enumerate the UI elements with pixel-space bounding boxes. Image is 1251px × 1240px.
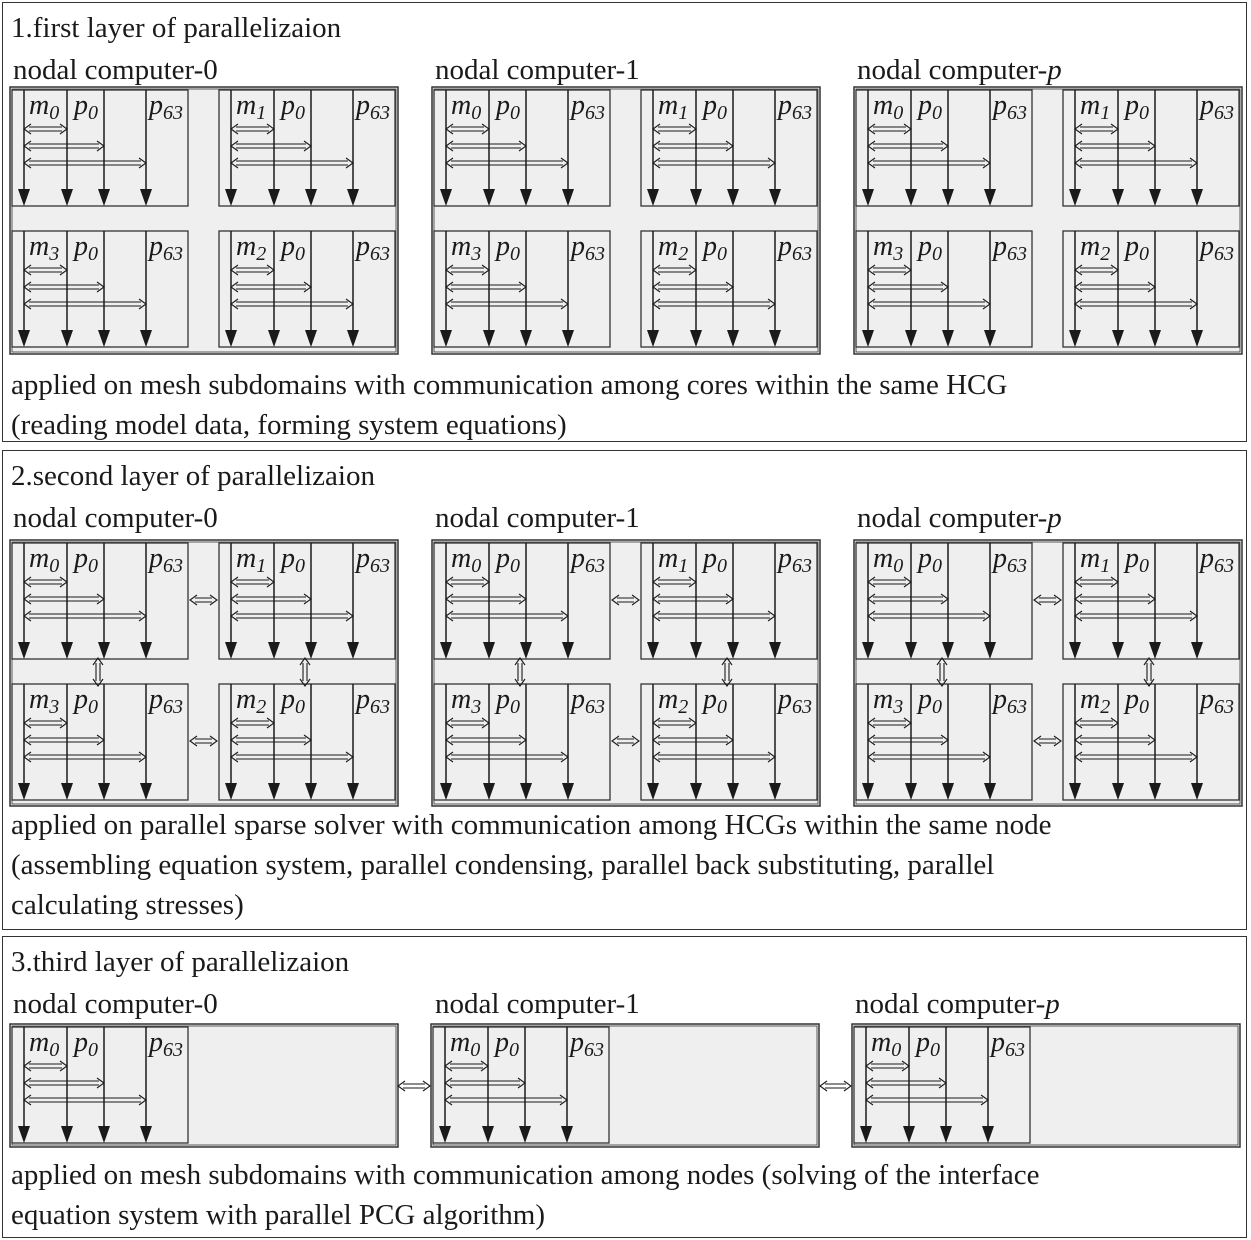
hcg-box <box>434 231 610 347</box>
node-label-1: nodal computer-1 <box>435 54 640 86</box>
hcg-box <box>12 684 188 800</box>
hcg-box <box>12 543 188 659</box>
hcg-box <box>1063 90 1239 206</box>
core-label-p63: p63 <box>149 684 183 718</box>
core-label-p0: p0 <box>1125 684 1149 718</box>
hcg-label-m: m3 <box>451 684 482 718</box>
core-label-p63: p63 <box>1200 684 1234 718</box>
arrow-head <box>398 1081 405 1091</box>
hcg-box <box>12 90 188 206</box>
hcg-label-m: m2 <box>1080 231 1111 265</box>
core-label-p63: p63 <box>571 90 605 124</box>
core-label-p0: p0 <box>1125 231 1149 265</box>
node-label-p: nodal computer-p <box>857 502 1062 534</box>
arrow-head <box>423 1081 430 1091</box>
hcg-label-m: m1 <box>1080 90 1111 124</box>
core-label-p0: p0 <box>703 231 727 265</box>
hcg-label-m: m1 <box>658 543 689 577</box>
hcg-box <box>219 90 395 206</box>
core-label-p63: p63 <box>356 684 390 718</box>
core-label-p0: p0 <box>495 1027 519 1061</box>
hcg-label-m: m0 <box>451 90 482 124</box>
core-label-p63: p63 <box>778 543 812 577</box>
section-title: 3.third layer of parallelizaion <box>11 946 350 978</box>
core-label-p0: p0 <box>916 1027 940 1061</box>
hcg-box <box>433 1027 609 1143</box>
hcg-label-m: m0 <box>29 543 60 577</box>
core-label-p63: p63 <box>149 1027 183 1061</box>
hcg-box <box>856 231 1032 347</box>
hcg-box <box>219 684 395 800</box>
core-label-p0: p0 <box>281 90 305 124</box>
core-label-p63: p63 <box>778 90 812 124</box>
section-title: 1.first layer of parallelizaion <box>11 12 342 44</box>
comm-arrow <box>820 1081 851 1091</box>
hcg-label-m: m3 <box>29 684 60 718</box>
hcg-box <box>1063 231 1239 347</box>
core-label-p63: p63 <box>570 1027 604 1061</box>
hcg-label-m: m3 <box>451 231 482 265</box>
hcg-box <box>856 543 1032 659</box>
node-label-1: nodal computer-1 <box>435 502 640 534</box>
hcg-label-m: m2 <box>658 684 689 718</box>
hcg-box <box>434 543 610 659</box>
core-label-p0: p0 <box>74 1027 98 1061</box>
arrow-head <box>844 1081 851 1091</box>
core-label-p0: p0 <box>918 543 942 577</box>
core-label-p63: p63 <box>993 543 1027 577</box>
hcg-box <box>434 90 610 206</box>
hcg-label-m: m0 <box>873 543 904 577</box>
core-label-p63: p63 <box>778 231 812 265</box>
section-description: applied on mesh subdomains with communication among nodes (solving of the interface equation system with parallel PCG algorithm) <box>11 1159 1040 1231</box>
core-label-p0: p0 <box>281 684 305 718</box>
core-label-p0: p0 <box>1125 90 1149 124</box>
core-label-p63: p63 <box>571 231 605 265</box>
core-label-p0: p0 <box>496 684 520 718</box>
core-label-p63: p63 <box>1200 90 1234 124</box>
core-label-p63: p63 <box>356 231 390 265</box>
arrow-head <box>820 1081 827 1091</box>
node-label-p: nodal computer-p <box>857 54 1062 86</box>
hcg-box <box>12 1027 188 1143</box>
hcg-box <box>856 90 1032 206</box>
core-label-p63: p63 <box>149 231 183 265</box>
node-label-p: nodal computer-p <box>855 988 1060 1020</box>
hcg-label-m: m3 <box>873 231 904 265</box>
hcg-label-m: m0 <box>871 1027 902 1061</box>
core-label-p0: p0 <box>74 543 98 577</box>
hcg-box <box>641 231 817 347</box>
hcg-box <box>1063 684 1239 800</box>
core-label-p0: p0 <box>703 543 727 577</box>
core-label-p0: p0 <box>918 684 942 718</box>
core-label-p0: p0 <box>281 543 305 577</box>
hcg-label-m: m0 <box>29 1027 60 1061</box>
node-label-0: nodal computer-0 <box>13 502 218 534</box>
hcg-label-m: m2 <box>658 231 689 265</box>
hcg-box <box>219 543 395 659</box>
node-label-0: nodal computer-0 <box>13 54 218 86</box>
core-label-p63: p63 <box>1200 231 1234 265</box>
core-label-p63: p63 <box>993 684 1027 718</box>
hcg-box <box>641 90 817 206</box>
core-label-p0: p0 <box>703 684 727 718</box>
section-description: applied on parallel sparse solver with communication among HCGs within the same node (assembling equation system, parallel condensing, parallel back substituting, parallel calculating stresses) <box>11 809 1052 921</box>
hcg-box <box>12 231 188 347</box>
core-label-p0: p0 <box>703 90 727 124</box>
core-label-p0: p0 <box>74 90 98 124</box>
section-title: 2.second layer of parallelizaion <box>11 460 375 492</box>
core-label-p63: p63 <box>356 90 390 124</box>
hcg-label-m: m0 <box>450 1027 481 1061</box>
hcg-label-m: m2 <box>1080 684 1111 718</box>
hcg-box <box>854 1027 1030 1143</box>
core-label-p63: p63 <box>571 543 605 577</box>
hcg-label-m: m2 <box>236 231 267 265</box>
hcg-box <box>219 231 395 347</box>
core-label-p0: p0 <box>74 684 98 718</box>
section-description: applied on mesh subdomains with communication among cores within the same HCG (reading model data, forming system equations) <box>11 369 1008 441</box>
core-label-p63: p63 <box>993 90 1027 124</box>
hcg-label-m: m1 <box>658 90 689 124</box>
hcg-label-m: m3 <box>29 231 60 265</box>
hcg-label-m: m1 <box>236 90 267 124</box>
hcg-label-m: m0 <box>873 90 904 124</box>
core-label-p63: p63 <box>571 684 605 718</box>
core-label-p0: p0 <box>496 90 520 124</box>
hcg-box <box>1063 543 1239 659</box>
core-label-p63: p63 <box>356 543 390 577</box>
hcg-label-m: m3 <box>873 684 904 718</box>
hcg-label-m: m0 <box>29 90 60 124</box>
core-label-p0: p0 <box>496 231 520 265</box>
core-label-p0: p0 <box>74 231 98 265</box>
core-label-p0: p0 <box>918 90 942 124</box>
hcg-label-m: m2 <box>236 684 267 718</box>
comm-arrow <box>398 1081 430 1091</box>
node-label-0: nodal computer-0 <box>13 988 218 1020</box>
core-label-p63: p63 <box>1200 543 1234 577</box>
hcg-box <box>641 684 817 800</box>
core-label-p63: p63 <box>993 231 1027 265</box>
core-label-p63: p63 <box>149 543 183 577</box>
core-label-p0: p0 <box>918 231 942 265</box>
node-label-1: nodal computer-1 <box>435 988 640 1020</box>
hcg-box <box>641 543 817 659</box>
core-label-p0: p0 <box>281 231 305 265</box>
core-label-p63: p63 <box>149 90 183 124</box>
hcg-label-m: m0 <box>451 543 482 577</box>
hcg-label-m: m1 <box>1080 543 1111 577</box>
core-label-p0: p0 <box>1125 543 1149 577</box>
hcg-box <box>434 684 610 800</box>
core-label-p0: p0 <box>496 543 520 577</box>
core-label-p63: p63 <box>991 1027 1025 1061</box>
hcg-box <box>856 684 1032 800</box>
hcg-label-m: m1 <box>236 543 267 577</box>
core-label-p63: p63 <box>778 684 812 718</box>
